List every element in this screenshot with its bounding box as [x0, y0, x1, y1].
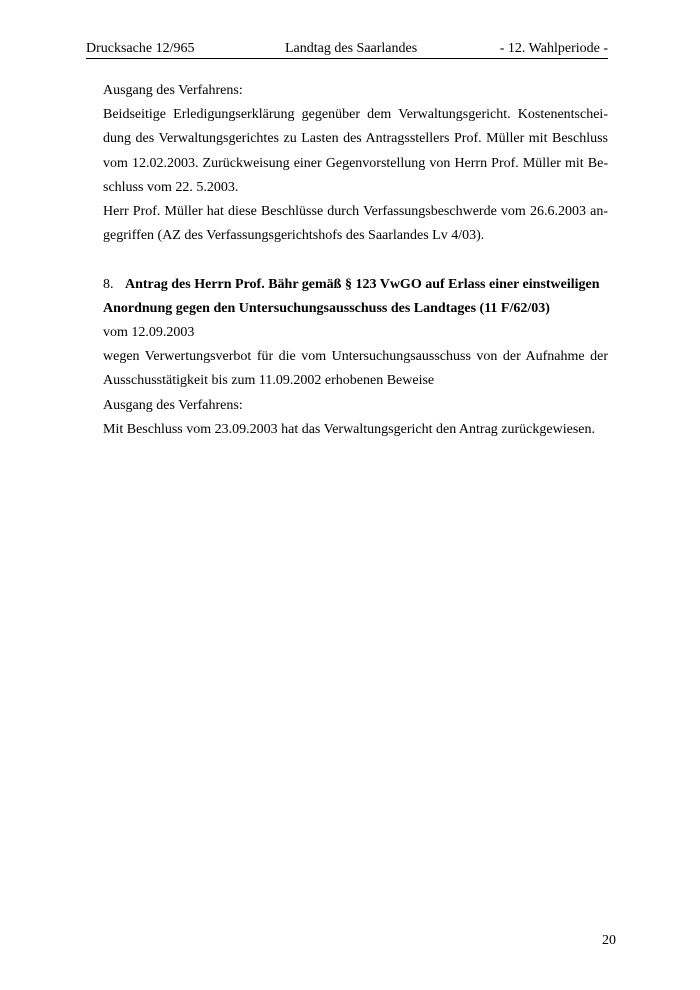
outcome-text-line: dung des Verwaltungsgerichtes zu Lasten des Antragsstellers Prof. Müller mit Beschluss: [103, 131, 608, 147]
document-number: Drucksache 12/965: [86, 41, 195, 56]
outcome-text-line: schluss vom 22. 5.2003.: [103, 179, 239, 195]
outcome-text: Mit Beschluss vom 23.09.2003 hat das Verwaltungsgericht den Antrag zurückgewiesen.: [103, 421, 595, 437]
section-7-outcome: [103, 79, 608, 248]
outcome-text-line: Beidseitige Erledigungserklärung gegenüber dem Verwaltungsgericht. Kostenentschei-: [103, 107, 608, 123]
reason-text-line: Ausschusstätigkeit bis zum 11.09.2002 erhobenen Beweise: [103, 373, 435, 389]
reason-text-line: wegen Verwertungsverbot für die vom Untersuchungsausschuss von der Aufnahme der: [103, 349, 608, 365]
outcome-label: Ausgang des Verfahrens:: [103, 397, 243, 413]
page-number: 20: [602, 933, 616, 948]
section-number: 8.: [103, 276, 114, 292]
complaint-text-line: Herr Prof. Müller hat diese Beschlüsse durch Verfassungsbeschwerde vom 26.6.2003 an-: [103, 204, 608, 220]
heading-line: Anordnung gegen den Untersuchungsausschuss des Landtages (11 F/62/03): [103, 300, 550, 316]
heading-line: Antrag des Herrn Prof. Bähr gemäß § 123 VwGO auf Erlass einer einstweiligen: [125, 276, 600, 292]
outcome-text-line: vom 12.02.2003. Zurückweisung einer Gegenvorstellung von Herrn Prof. Müller mit Be-: [103, 155, 608, 171]
filing-date: vom 12.09.2003: [103, 325, 195, 341]
complaint-text-line: gegriffen (AZ des Verfassungsgerichtshofs des Saarlandes Lv 4/03).: [103, 228, 485, 244]
page-header: [86, 40, 608, 59]
parliament-name: Landtag des Saarlandes: [285, 41, 418, 56]
section-8: [103, 273, 608, 442]
legislative-period: - 12. Wahlperiode -: [499, 41, 608, 56]
document-body: [103, 79, 608, 442]
outcome-label: Ausgang des Verfahrens:: [103, 83, 243, 98]
section-8-heading: [103, 273, 608, 297]
